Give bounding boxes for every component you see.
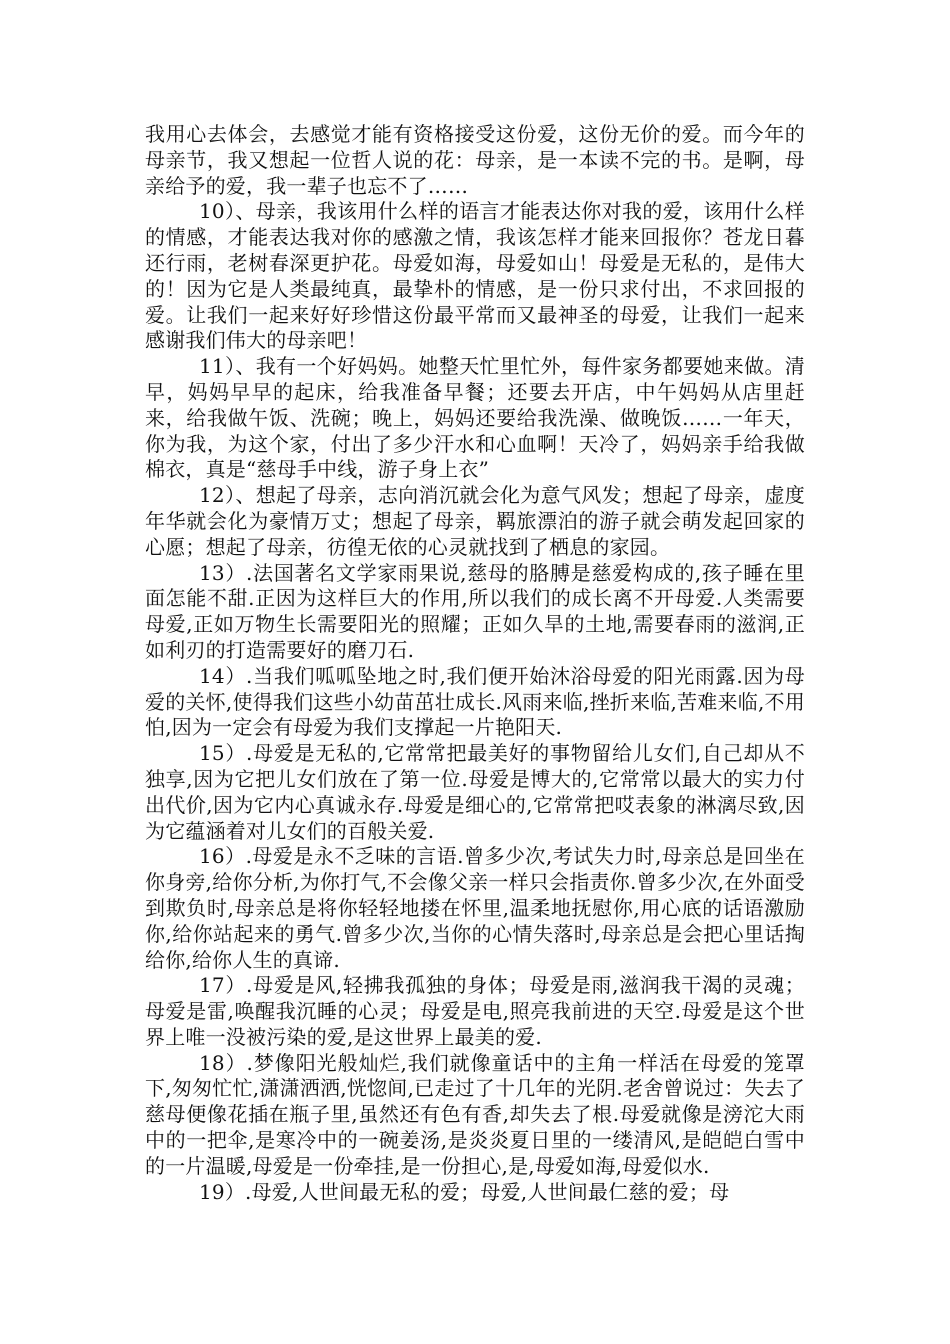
paragraph-4: 12）、想起了母亲，志向消沉就会化为意气风发；想起了母亲，虚度年华就会化为豪情万丈；想起了母亲，羁旅漂泊的游子就会萌发起回家的心愿；想起了母亲，彷徨无依的心灵就找到了栖息的家园。 (145, 483, 805, 559)
paragraph-9: 17）.母爱是风,轻拂我孤独的身体；母爱是雨,滋润我干渴的灵魂；母爱是雷,唤醒我沉睡的心灵；母爱是电,照亮我前进的天空.母爱是这个世界上唯一没被污染的爱,是这世界上最美的爱. (145, 973, 805, 1049)
paragraph-2: 10）、母亲，我该用什么样的语言才能表达你对我的爱，该用什么样的情感，才能表达我对你的感激之情，我该怎样才能来回报你？苍龙日暮还行雨，老树春深更护花。母爱如海，母爱如山！母爱是无私的，是伟大的！因为它是人类最纯真，最挚朴的情感，是一份只求付出，不求回报的爱。让我们一起来好好珍惜这份最平常而又最神圣的母爱，让我们一起来感谢我们伟大的母亲吧！ (145, 199, 805, 353)
paragraph-7: 15）.母爱是无私的,它常常把最美好的事物留给儿女们,自己却从不独享,因为它把儿女们放在了第一位.母爱是博大的,它常常以最大的实力付出代价,因为它内心真诚永存.母爱是细心的,它常常把哎表象的淋漓尽致,因为它蕴涵着对儿女们的百般关爱. (145, 741, 805, 843)
document-body (145, 122, 805, 1205)
paragraph-3: 11）、我有一个好妈妈。她整天忙里忙外，每件家务都要她来做。清早，妈妈早早的起床，给我准备早餐；还要去开店，中午妈妈从店里赶来，给我做午饭、洗碗；晚上，妈妈还要给我洗澡、做晚饭……一年天，你为我，为这个家，付出了多少汗水和心血啊！天冷了，妈妈亲手给我做棉衣，真是“慈母手中线，游子身上衣” (145, 354, 805, 482)
paragraph-1: 我用心去体会，去感觉才能有资格接受这份爱，这份无价的爱。而今年的母亲节，我又想起一位哲人说的花：母亲，是一本读不完的书。是啊，母亲给予的爱，我一辈子也忘不了…… (145, 122, 805, 198)
paragraph-10: 18）.梦像阳光般灿烂,我们就像童话中的主角一样活在母爱的笼罩下,匆匆忙忙,潇潇洒洒,恍惚间,已走过了十几年的光阴.老舍曾说过：失去了慈母便像花插在瓶子里,虽然还有色有香,却失去了根.母爱就像是滂沱大雨中的一把伞,是寒冷中的一碗姜汤,是炎炎夏日里的一缕清风,是皑皑白雪中的一片温暖,母爱是一份牵挂,是一份担心,是,母爱如海,母爱似水. (145, 1050, 805, 1178)
paragraph-6: 14）.当我们呱呱坠地之时,我们便开始沐浴母爱的阳光雨露.因为母爱的关怀,使得我们这些小幼苗茁壮成长.风雨来临,挫折来临,苦难来临,不用怕,因为一定会有母爱为我们支撑起一片艳阳天. (145, 663, 805, 740)
paragraph-5: 13）.法国著名文学家雨果说,慈母的胳膊是慈爱构成的,孩子睡在里面怎能不甜.正因为这样巨大的作用,所以我们的成长离不开母爱.人类需要母爱,正如万物生长需要阳光的照耀；正如久旱的土地,需要春雨的滋润,正如利刃的打造需要好的磨刀石. (145, 560, 805, 662)
paragraph-11: 19）.母爱,人世间最无私的爱；母爱,人世间最仁慈的爱；母 (199, 1179, 730, 1204)
paragraph-8: 16）.母爱是永不乏味的言语.曾多少次,考试失力时,母亲总是回坐在你身旁,给你分析,为你打气,不会像父亲一样只会指责你.曾多少次,在外面受到欺负时,母亲总是将你轻轻地搂在怀里,温柔地抚慰你,用心底的话语激励你,给你站起来的勇气.曾多少次,当你的心情失落时,母亲总是会把心里话掏给你,给你人生的真谛. (145, 844, 805, 972)
